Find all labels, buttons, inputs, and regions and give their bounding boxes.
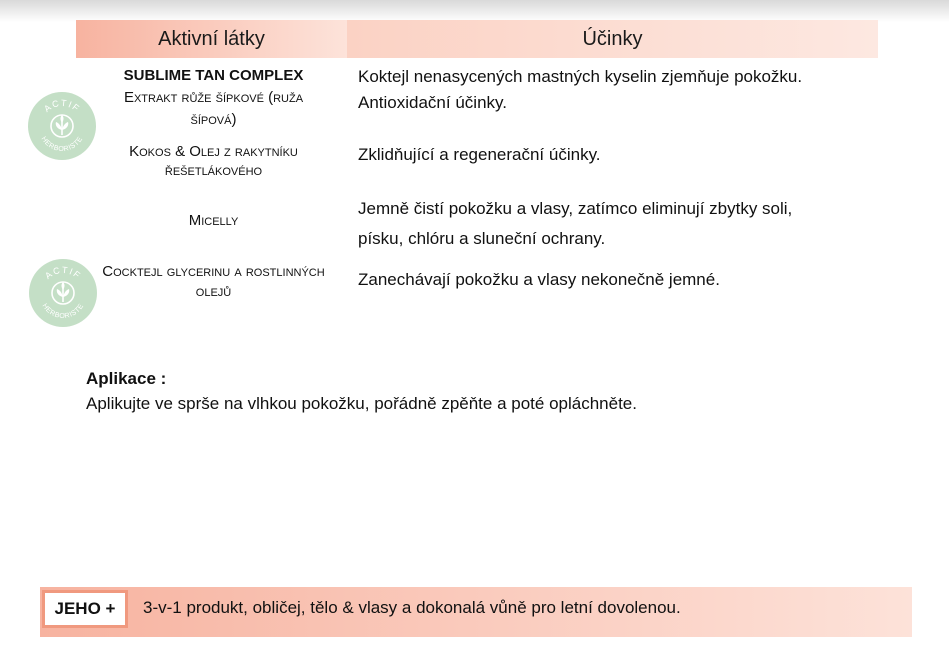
application-text: Aplikujte ve sprše na vlhkou pokožku, pořádně zpěňte a poté opláchněte. <box>86 394 637 413</box>
ingredient-sublime-tan <box>86 65 341 131</box>
effect-line: Zanechávají pokožku a vlasy nekonečně jemné. <box>358 270 720 289</box>
effect-line: Koktejl nenasycených mastných kyselin zjemňuje pokožku. <box>358 67 803 86</box>
header-active-ingredients: Aktivní látky <box>76 20 347 58</box>
ingredient-line: Kokos & Olej z rakytníku <box>129 143 298 160</box>
jeho-plus-badge: JEHO + <box>42 590 128 628</box>
effect-line: Zklidňující a regenerační účinky. <box>358 145 601 164</box>
effect-line: písku, chlóru a sluneční ochrany. <box>358 229 606 248</box>
ingredient-line: olejů <box>195 283 232 300</box>
ingredient-line: SUBLIME TAN COMPLEX <box>123 67 304 84</box>
header-effects: Účinky <box>347 20 878 58</box>
ingredient-line: řešetlákového <box>164 162 263 179</box>
effect-kokos <box>358 140 878 170</box>
svg-text:ACTIF: ACTIF <box>42 97 83 115</box>
effect-line: Jemně čistí pokožku a vlasy, zatímco eliminují zbytky soli, <box>358 199 793 218</box>
effect-sublime-tan <box>358 62 878 118</box>
application-title: Aplikace : <box>86 369 167 388</box>
svg-text:ACTIF: ACTIF <box>43 264 84 282</box>
ingredient-line: Micelly <box>188 212 239 229</box>
top-fade <box>0 0 949 22</box>
ingredient-cocktejl <box>86 262 341 302</box>
effect-cocktejl <box>358 265 878 295</box>
svg-text:HERBORISTE: HERBORISTE <box>40 302 86 321</box>
ingredient-line: Extrakt růže šípkové (ruža <box>123 89 304 106</box>
footer-text: 3-v-1 produkt, obličej, tělo & vlasy a dokonalá vůně pro letní dovolenou. <box>143 598 681 617</box>
ingredient-line: šípová) <box>190 111 237 128</box>
effect-micelly <box>358 194 878 254</box>
svg-text:HERBORISTE: HERBORISTE <box>39 135 85 154</box>
ingredient-kokos <box>86 142 341 180</box>
effect-line: Antioxidační účinky. <box>358 93 507 112</box>
ingredient-micelly <box>86 210 341 232</box>
ingredient-line: Cocktejl glycerinu a rostlinných <box>102 263 325 280</box>
